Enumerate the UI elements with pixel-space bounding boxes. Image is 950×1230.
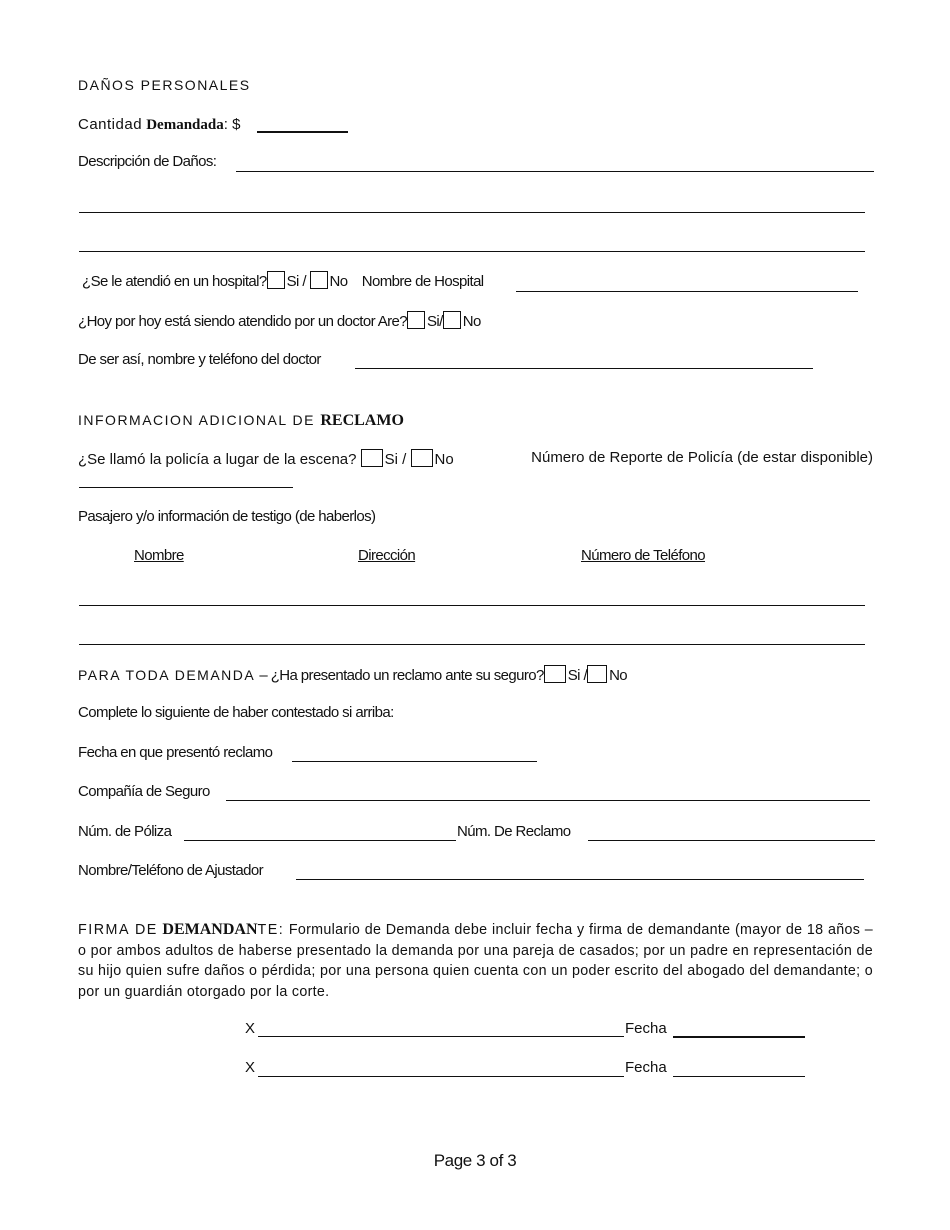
claim-number-label: Núm. De Reclamo <box>457 823 571 840</box>
column-address-header: Dirección <box>358 547 416 564</box>
signature-x-1: X <box>245 1020 256 1037</box>
doctor-yes-label: Si/ <box>427 313 443 330</box>
policy-number-input[interactable] <box>184 840 456 841</box>
hospital-yes-label: Si / <box>286 273 306 290</box>
all-claims-heading: PARA TODA DEMANDA <box>78 667 256 683</box>
doctor-question-row <box>78 311 481 330</box>
police-no-label: No <box>434 451 454 468</box>
hospital-no-checkbox[interactable] <box>310 271 328 289</box>
signature-date-input-1[interactable] <box>673 1036 805 1038</box>
signature-input-2[interactable] <box>258 1076 624 1077</box>
claim-date-input[interactable] <box>292 761 537 762</box>
amount-input[interactable] <box>257 131 348 133</box>
description-label: Descripción de Daños: <box>78 153 217 170</box>
insurance-yes-checkbox[interactable] <box>544 665 566 683</box>
additional-info-heading-bold: RECLAMO <box>320 412 404 429</box>
insurance-company-label: Compañía de Seguro <box>78 783 210 800</box>
signature-heading: FIRMA DE <box>78 922 158 938</box>
police-question: ¿Se llamó la policía a lugar de la escena? <box>78 451 357 468</box>
signature-input-1[interactable] <box>258 1036 624 1037</box>
page-number: Page 3 of 3 <box>433 1151 517 1170</box>
doctor-question: ¿Hoy por hoy está siendo atendido por un doctor Are? <box>78 313 408 330</box>
policy-number-label: Núm. de Póliza <box>78 823 172 840</box>
claim-number-input[interactable] <box>588 840 875 841</box>
hospital-name-label: Nombre de Hospital <box>361 273 484 290</box>
hospital-no-label: No <box>329 273 348 290</box>
personal-damages-heading: DAÑOS PERSONALES <box>78 77 251 93</box>
adjuster-input[interactable] <box>296 879 864 880</box>
description-input-line-3[interactable] <box>79 251 865 252</box>
adjuster-label: Nombre/Teléfono de Ajustador <box>78 862 263 879</box>
insurance-company-input[interactable] <box>226 800 870 801</box>
doctor-name-label: De ser así, nombre y teléfono del doctor <box>78 351 321 368</box>
hospital-question-row <box>82 271 484 290</box>
witness-input-line-2[interactable] <box>79 644 865 645</box>
insurance-no-checkbox[interactable] <box>587 665 607 683</box>
signature-date-label-2: Fecha <box>625 1059 667 1076</box>
amount-label-text: Cantidad <box>78 116 143 133</box>
amount-label-currency: : $ <box>223 116 241 133</box>
doctor-name-input[interactable] <box>355 368 813 369</box>
hospital-name-input[interactable] <box>516 291 858 292</box>
insurance-no-label: No <box>609 667 628 684</box>
police-report-label: Número de Reporte de Policía (de estar disponible) <box>531 449 873 466</box>
signature-date-input-2[interactable] <box>673 1076 805 1077</box>
additional-info-heading <box>78 412 404 430</box>
description-input-line-1[interactable] <box>236 171 874 172</box>
instruction-text: Complete lo siguiente de haber contestado si arriba: <box>78 704 394 721</box>
additional-info-heading-text: INFORMACION ADICIONAL DE <box>78 412 315 428</box>
police-question-row <box>78 449 873 468</box>
amount-label-bold: Demandada <box>146 117 224 133</box>
signature-heading-end: TE: <box>257 922 285 938</box>
column-phone-header: Número de Teléfono <box>581 547 706 564</box>
signature-date-label-1: Fecha <box>625 1020 667 1037</box>
signature-instructions: Formulario de Demanda debe incluir fecha y firma de demandante (mayor de 18 años – o por ambos adultos de haberse presentado la demanda por una pareja de casados; por un padre en representación de su hijo quien sufre daños o pérdida; por una persona quien cuenta con un poder escrito del abogado del demandante; o por un guardián otorgado por la corte. <box>78 922 873 1000</box>
signature-x-2: X <box>245 1059 256 1076</box>
police-no-checkbox[interactable] <box>411 449 433 467</box>
column-name-header: Nombre <box>134 547 184 564</box>
doctor-no-label: No <box>462 313 481 330</box>
insurance-claim-question: – ¿Ha presentado un reclamo ante su seguro? <box>259 667 544 684</box>
witness-input-line-1[interactable] <box>79 605 865 606</box>
description-input-line-2[interactable] <box>79 212 865 213</box>
police-report-input[interactable] <box>79 487 293 488</box>
insurance-yes-label: Si / <box>567 667 588 684</box>
doctor-no-checkbox[interactable] <box>443 311 461 329</box>
all-claims-row <box>78 665 627 684</box>
signature-paragraph <box>78 920 873 1002</box>
hospital-question: ¿Se le atendió en un hospital? <box>82 273 267 290</box>
claim-date-label: Fecha en que presentó reclamo <box>78 744 273 761</box>
doctor-yes-checkbox[interactable] <box>407 311 425 329</box>
witness-label: Pasajero y/o información de testigo (de haberlos) <box>78 508 376 525</box>
amount-label <box>78 116 240 134</box>
police-yes-label: Si / <box>384 451 407 468</box>
hospital-yes-checkbox[interactable] <box>267 271 285 289</box>
signature-heading-bold: DEMANDAN <box>162 921 258 938</box>
police-yes-checkbox[interactable] <box>361 449 383 467</box>
